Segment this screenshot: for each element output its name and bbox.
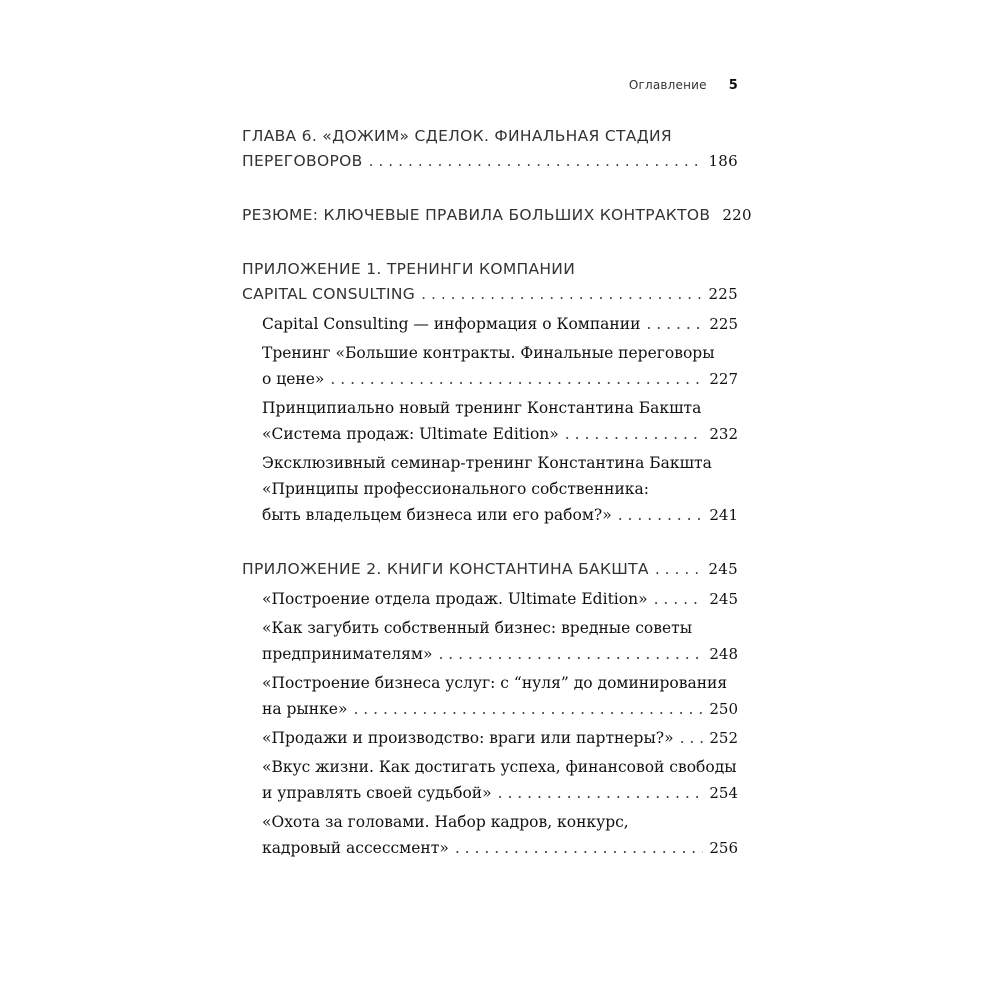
- table-of-contents: [242, 124, 752, 861]
- toc-entry-text: быть владельцем бизнеса или его рабом?»: [262, 506, 612, 524]
- toc-entry-text: «Как загубить собственный бизнес: вредные советы: [262, 619, 693, 637]
- toc-entry-appendix-2[interactable]: [242, 557, 738, 582]
- toc-entry-text: «Принципы профессионального собственника:: [262, 480, 649, 498]
- toc-entry-capital-consulting-info[interactable]: [242, 311, 738, 337]
- toc-page-number: 232: [709, 425, 738, 443]
- dot-leader: [646, 311, 703, 337]
- toc-page-number: 225: [709, 315, 738, 333]
- toc-entry-text: РЕЗЮМЕ: КЛЮЧЕВЫЕ ПРАВИЛА БОЛЬШИХ КОНТРАКТОВ: [242, 206, 711, 224]
- toc-entry-services-business-book[interactable]: [242, 670, 738, 722]
- dot-leader: [498, 780, 704, 806]
- section-title: Оглавление: [628, 78, 707, 92]
- toc-entry-text: о цене»: [262, 370, 325, 388]
- dot-leader: [330, 366, 703, 392]
- toc-page-number: 254: [709, 784, 738, 802]
- toc-page-number: 227: [709, 370, 738, 388]
- toc-page-number: 241: [709, 506, 738, 524]
- toc-page-number: 252: [709, 729, 738, 747]
- toc-entry-summary[interactable]: [242, 203, 752, 228]
- toc-entry-chapter-6[interactable]: [242, 124, 738, 174]
- toc-entry-text: «Система продаж: Ultimate Edition»: [262, 425, 559, 443]
- toc-entry-text: Принципиально новый тренинг Константина Бакшта: [262, 399, 702, 417]
- toc-entry-text: Эксклюзивный семинар-тренинг Константина Бакшта: [262, 454, 712, 472]
- toc-entry-text: кадровый ассессмент»: [262, 839, 449, 857]
- toc-entry-headhunting-book[interactable]: [242, 809, 738, 861]
- dot-leader: [353, 696, 703, 722]
- toc-entry-text: ПРИЛОЖЕНИЕ 2. КНИГИ КОНСТАНТИНА БАКШТА: [242, 560, 649, 578]
- toc-page-number: 248: [709, 645, 738, 663]
- toc-page-number: 225: [708, 285, 738, 303]
- dot-leader: [369, 149, 703, 174]
- toc-entry-text: ПРИЛОЖЕНИЕ 1. ТРЕНИНГИ КОМПАНИИ: [242, 260, 576, 278]
- dot-leader: [421, 282, 702, 307]
- toc-entry-text: CAPITAL CONSULTING: [242, 285, 416, 303]
- toc-entry-text: на рынке»: [262, 700, 348, 718]
- toc-entry-text: «Охота за головами. Набор кадров, конкурс,: [262, 813, 629, 831]
- toc-entry-owner-seminar[interactable]: [242, 450, 738, 528]
- toc-entry-text: и управлять своей судьбой»: [262, 784, 492, 802]
- toc-page-number: 245: [709, 590, 738, 608]
- running-head: [520, 78, 738, 93]
- toc-entry-sales-production-book[interactable]: [242, 725, 738, 751]
- toc-entry-text: «Вкус жизни. Как достигать успеха, финансовой свободы: [262, 758, 737, 776]
- dot-leader: [438, 641, 703, 667]
- toc-page-number: 250: [709, 700, 738, 718]
- toc-entry-text: Capital Consulting — информация о Компании: [262, 315, 641, 333]
- toc-entry-big-contracts-training[interactable]: [242, 340, 738, 392]
- dot-leader: [565, 421, 704, 447]
- toc-entry-text: «Продажи и производство: враги или партнеры?»: [262, 729, 674, 747]
- toc-entry-text: предпринимателям»: [262, 645, 433, 663]
- toc-entry-appendix-1[interactable]: [242, 257, 738, 307]
- dot-leader: [655, 557, 703, 582]
- toc-entry-sales-system-training[interactable]: [242, 395, 738, 447]
- toc-entry-sales-department-book[interactable]: [242, 586, 738, 612]
- dot-leader: [654, 586, 704, 612]
- toc-entry-taste-of-life-book[interactable]: [242, 754, 738, 806]
- dot-leader: [680, 725, 704, 751]
- toc-page-number: 256: [709, 839, 738, 857]
- toc-page-number: 186: [708, 152, 738, 170]
- dot-leader: [618, 502, 704, 528]
- toc-entry-ruin-business-book[interactable]: [242, 615, 738, 667]
- toc-page-number: 245: [708, 560, 738, 578]
- toc-entry-text: Тренинг «Большие контракты. Финальные переговоры: [262, 344, 715, 362]
- toc-entry-text: ГЛАВА 6. «ДОЖИМ» СДЕЛОК. ФИНАЛЬНАЯ СТАДИЯ: [242, 127, 673, 145]
- dot-leader: [455, 835, 704, 861]
- toc-entry-text: «Построение отдела продаж. Ultimate Edition»: [262, 590, 648, 608]
- toc-entry-text: ПЕРЕГОВОРОВ: [242, 152, 363, 170]
- page-number: 5: [728, 78, 738, 93]
- toc-page-number: 220: [722, 206, 752, 224]
- toc-entry-text: «Построение бизнеса услуг: с “нуля” до доминирования: [262, 674, 728, 692]
